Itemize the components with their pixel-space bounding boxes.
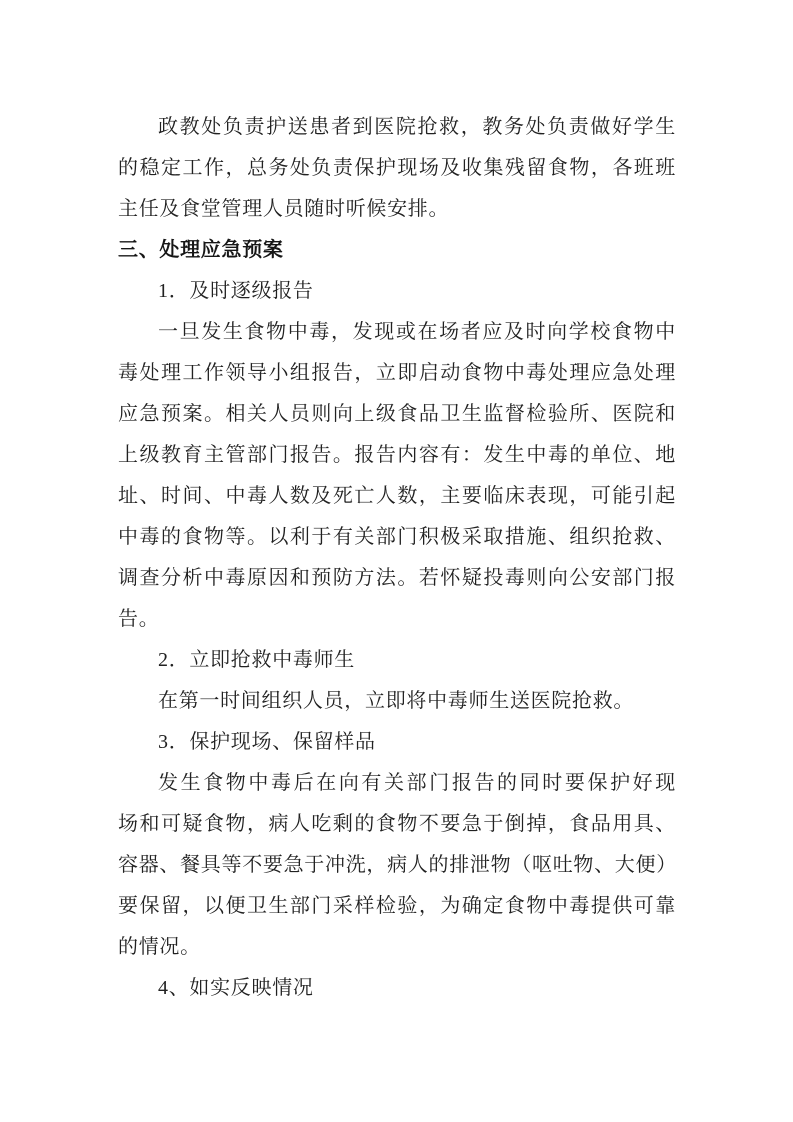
text-line: 的情况。 bbox=[118, 936, 201, 958]
text-line: 要保留，以便卫生部门采样检验，为确定食物中毒提供可靠 bbox=[118, 895, 676, 917]
text-line: 调查分析中毒原因和预防方法。若怀疑投毒则向公安部门报 bbox=[118, 567, 676, 589]
document-body bbox=[118, 107, 676, 1009]
text-line: 主任及食堂管理人员随时听候安排。 bbox=[118, 198, 450, 220]
text-line: 场和可疑食物，病人吃剩的食物不要急于倒掉，食品用具、 bbox=[118, 813, 676, 835]
text-line: 2．立即抢救中毒师生 bbox=[158, 649, 355, 671]
text-line: 容器、餐具等不要急于冲洗，病人的排泄物（呕吐物、大便） bbox=[118, 854, 677, 876]
text-line: 上级教育主管部门报告。报告内容有：发生中毒的单位、地 bbox=[118, 444, 676, 466]
text-line: 发生食物中毒后在向有关部门报告的同时要保护好现 bbox=[158, 772, 676, 794]
text-line: 告。 bbox=[118, 608, 160, 630]
text-line: 1．及时逐级报告 bbox=[158, 280, 314, 302]
text-line: 毒处理工作领导小组报告，立即启动食物中毒处理应急处理 bbox=[118, 362, 676, 384]
text-line: 在第一时间组织人员，立即将中毒师生送医院抢救。 bbox=[158, 690, 635, 712]
text-line: 的稳定工作，总务处负责保护现场及收集残留食物，各班班 bbox=[118, 157, 676, 179]
text-line: 4、如实反映情况 bbox=[158, 977, 314, 999]
text-line: 应急预案。相关人员则向上级食品卫生监督检验所、医院和 bbox=[118, 403, 676, 425]
text-line: 政教处负责护送患者到医院抢救，教务处负责做好学生 bbox=[158, 116, 676, 138]
text-line: 一旦发生食物中毒，发现或在场者应及时向学校食物中 bbox=[158, 321, 676, 343]
text-line: 中毒的食物等。以利于有关部门积极采取措施、组织抢救、 bbox=[118, 526, 676, 548]
text-line: 址、时间、中毒人数及死亡人数，主要临床表现，可能引起 bbox=[118, 485, 676, 507]
text-line: 3．保护现场、保留样品 bbox=[158, 731, 376, 753]
section-heading: 三、处理应急预案 bbox=[118, 239, 284, 261]
